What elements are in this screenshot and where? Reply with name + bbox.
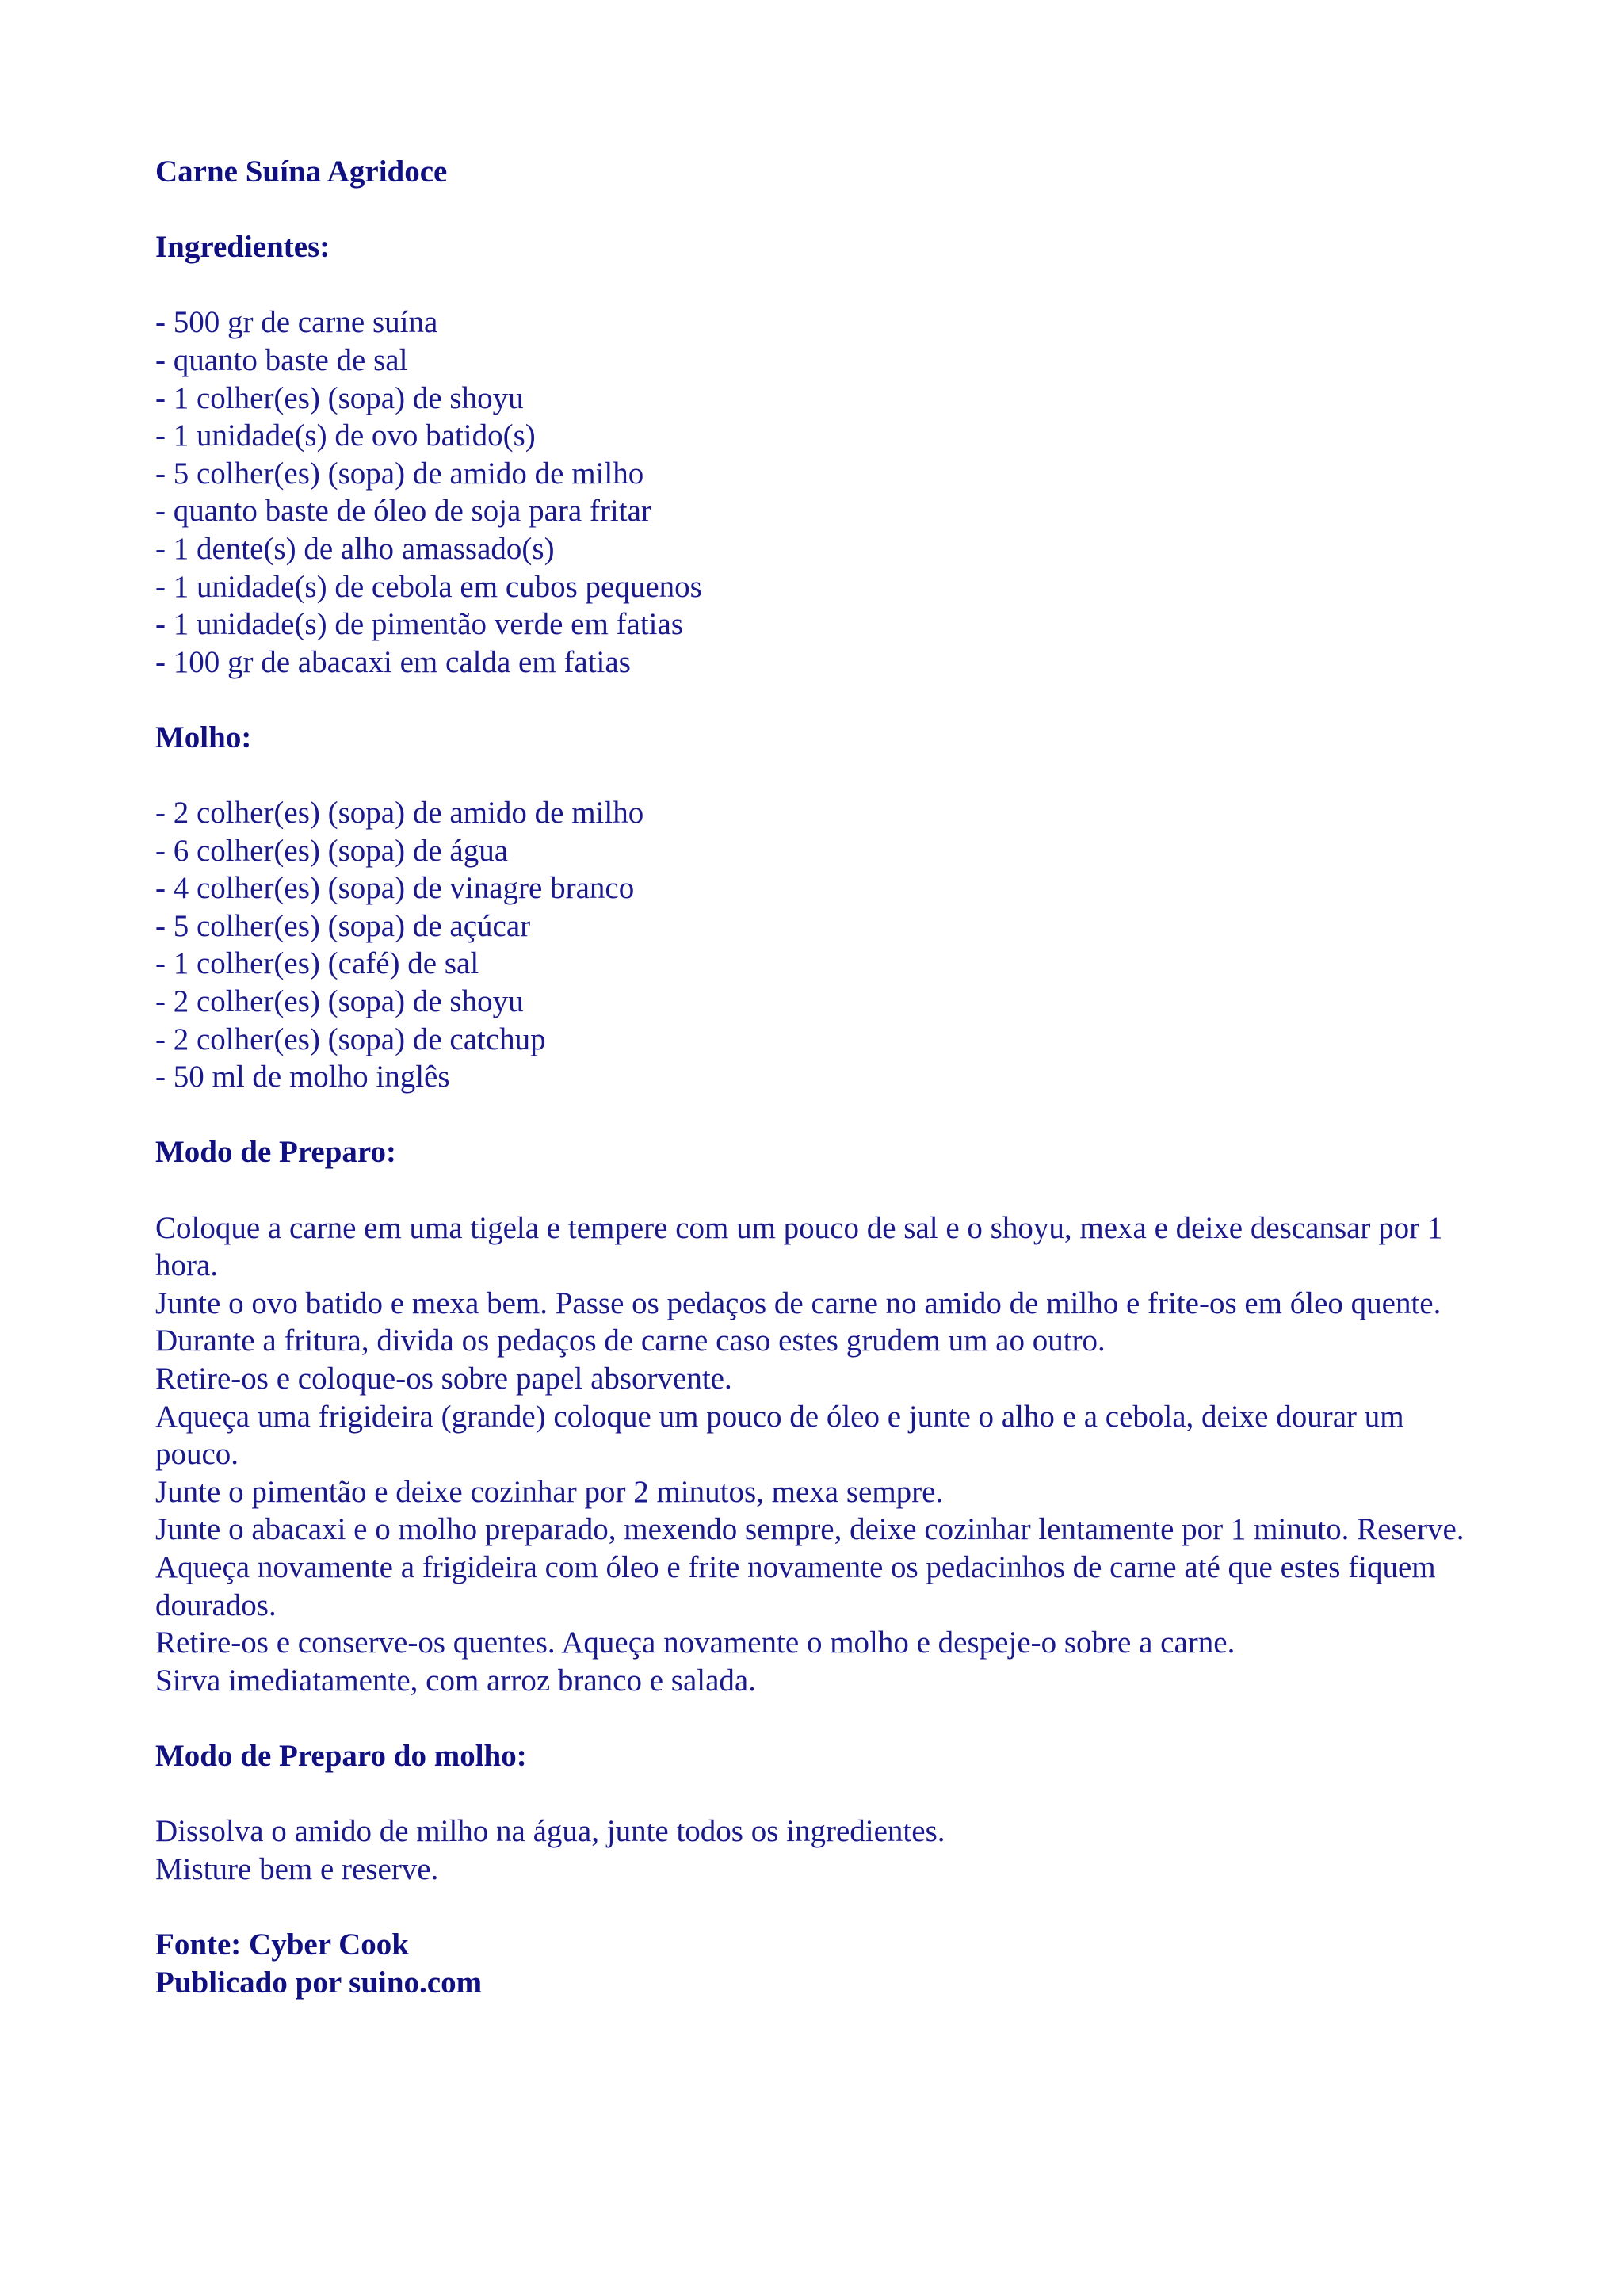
spacer [155,1775,1471,1813]
spacer [155,1096,1471,1134]
preparation-step: Aqueça uma frigideira (grande) coloque um pouco de óleo e junte o alho e a cebola, deixe dourar um pouco. [155,1399,1404,1472]
ingredient-item: - 100 gr de abacaxi em calda em fatias [155,644,631,679]
recipe-content [155,153,1471,2001]
sauce-item: - 50 ml de molho inglês [155,1060,450,1095]
spacer [155,681,1471,719]
ingredient-item: - 1 unidade(s) de ovo batido(s) [155,418,536,453]
source-credit: Fonte: Cyber Cook [155,1927,409,1962]
sauce-item: - 4 colher(es) (sopa) de vinagre branco [155,871,635,906]
sauce-item: - 2 colher(es) (sopa) de shoyu [155,984,524,1019]
preparation-step: Aqueça novamente a frigideira com óleo e frite novamente os pedacinhos de carne até que estes fiquem dourados. [155,1549,1436,1622]
ingredient-item: - 1 dente(s) de alho amassado(s) [155,531,555,566]
ingredients-list [155,304,1471,681]
sauce-preparation-steps [155,1813,1471,1888]
preparation-heading: Modo de Preparo: [155,1135,397,1170]
spacer [155,1171,1471,1209]
sauce-preparation-step: Misture bem e reserve. [155,1851,439,1886]
preparation-step: Durante a fritura, divida os pedaços de carne caso estes grudem um ao outro. [155,1324,1106,1358]
ingredient-item: - 500 gr de carne suína [155,305,438,340]
ingredient-item: - 1 unidade(s) de cebola em cubos pequenos [155,569,702,604]
ingredient-item: - 5 colher(es) (sopa) de amido de milho [155,456,644,491]
spacer [155,266,1471,304]
spacer [155,191,1471,229]
sauce-preparation-heading: Modo de Preparo do molho: [155,1738,527,1773]
ingredient-item: - 1 unidade(s) de pimentão verde em fatias [155,607,683,642]
preparation-steps [155,1209,1471,1700]
sauce-item: - 2 colher(es) (sopa) de amido de milho [155,796,644,831]
spacer [155,1888,1471,1926]
preparation-step: Coloque a carne em uma tigela e tempere com um pouco de sal e o shoyu, mexa e deixe descansar por 1 hora. [155,1210,1443,1283]
ingredient-item: - quanto baste de óleo de soja para fritar [155,494,651,529]
preparation-step: Retire-os e conserve-os quentes. Aqueça novamente o molho e despeje-o sobre a carne. [155,1626,1235,1660]
preparation-step: Junte o pimentão e deixe cozinhar por 2 minutos, mexa sempre. [155,1474,944,1509]
sauce-item: - 1 colher(es) (café) de sal [155,946,479,981]
preparation-step: Junte o ovo batido e mexa bem. Passe os pedaços de carne no amido de milho e frite-os em óleo quente. [155,1286,1442,1320]
spacer [155,1699,1471,1737]
preparation-step: Retire-os e coloque-os sobre papel absorvente. [155,1362,732,1396]
publisher-credit: Publicado por suino.com [155,1965,483,2000]
sauce-item: - 2 colher(es) (sopa) de catchup [155,1022,546,1056]
preparation-step: Sirva imediatamente, com arroz branco e salada. [155,1663,756,1698]
sauce-ingredients-list [155,794,1471,1096]
sauce-preparation-step: Dissolva o amido de milho na água, junte todos os ingredientes. [155,1814,945,1849]
recipe-title: Carne Suína Agridoce [155,155,448,189]
sauce-item: - 5 colher(es) (sopa) de açúcar [155,908,531,943]
sauce-heading: Molho: [155,720,252,755]
ingredient-item: - quanto baste de sal [155,342,408,377]
ingredients-heading: Ingredientes: [155,230,330,265]
sauce-item: - 6 colher(es) (sopa) de água [155,833,509,868]
preparation-step: Junte o abacaxi e o molho preparado, mexendo sempre, deixe cozinhar lentamente por 1 minuto. Reserve. [155,1512,1465,1547]
spacer [155,757,1471,795]
ingredient-item: - 1 colher(es) (sopa) de shoyu [155,380,524,415]
